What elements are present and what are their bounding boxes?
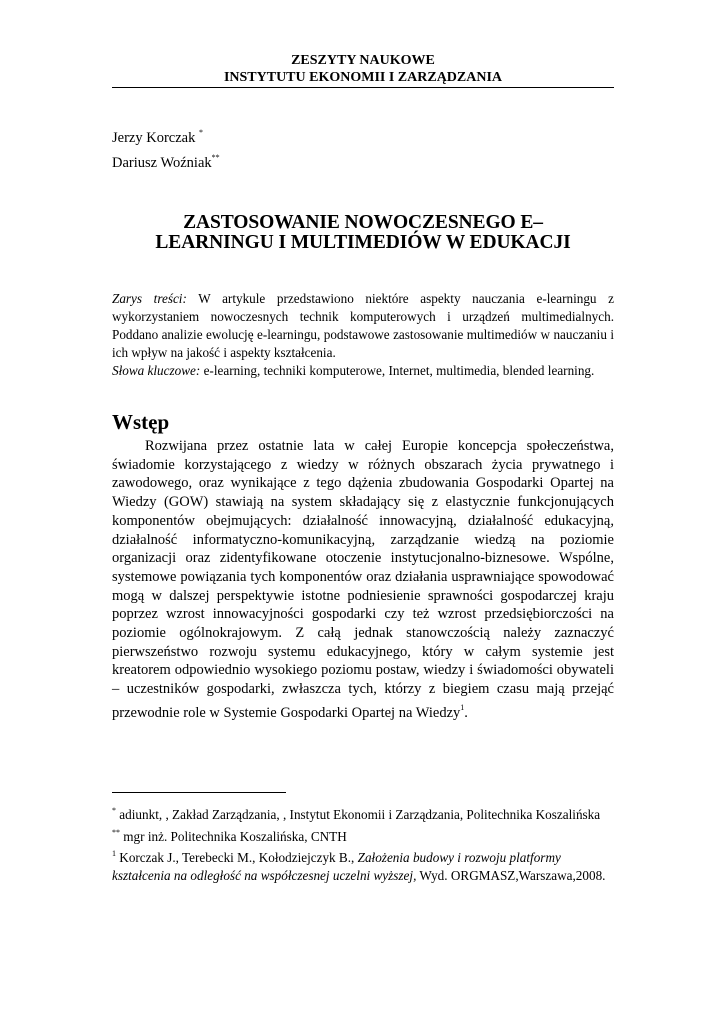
keywords-label: Słowa kluczowe: [112,362,201,378]
footnote-1-mark: * [112,806,116,815]
intro-paragraph-text: Rozwijana przez ostatnie lata w całej Europie koncepcja społeczeństwa, świadomie korzystającego z wiedzy w różnych obszarach życia prywatnego i zawodowego, oraz wynikające z tego dążenia zbudowania Gospodarki Opartej na Wiedzy (GOW) stawiają na system składający się z elastycznie funkcjonujących komponentów obejmujących: działalność innowacyjną, działalność edukacyjną, działalność informatyczno-komunikacyjną, zarządzanie wiedzą na poziomie organizacji oraz zidentyfikowane otoczenie instytucjonalno-biznesowe. Wspólne, systemowe powiązania tych komponentów oraz działania usprawniające spowodować mogą w dalszej perspektywie istotne podniesienie sprawności gospodarczej kraju poprzez wzrost innowacyjności gospodarki czy też wzrost przedsiębiorczości na poziomie ogólnokrajowym. Z całą jednak stanowczością należy zaznaczyć pierwszeństwo rozwoju systemu edukacyjnego, który w całym systemie jest kreatorem odpowiednio wysokiego poziomu postaw, wiedzy i świadomości obywateli – uczestników gospodarki, zwłaszcza tych, którzy z biegiem czasu mają przejąć przewodnie role w Systemie Gospodarki Opartej na Wiedzy [112,438,614,721]
footnote-3-text-after: Wyd. ORGMASZ,Warszawa,2008. [416,867,606,883]
keywords-text: e-learning, techniki komputerowe, Internet, multimedia, blended learning. [200,362,595,378]
author-2-name: Dariusz Woźniak [112,155,212,171]
keywords-paragraph [112,362,614,380]
authors [112,123,220,173]
author-2-mark: ** [211,153,220,162]
abstract-text: W artykule przedstawiono niektóre aspekty nauczania e-learningu z wykorzystaniem nowoczesnych technik komputerowych i urządzeń multimedialnych. Poddano analizie ewolucję e-learningu, podstawowe zastosowanie multimediów w nauczaniu i ich wpływ na jakość i aspekty kształcenia. [112,291,615,360]
author-2 [112,148,220,173]
header-rule [112,87,614,88]
footnote-1 [112,802,614,824]
footnote-2 [112,824,614,846]
journal-name-line2: INSTYTUTU EKONOMII I ZARZĄDZANIA [223,70,503,85]
footnote-3-text-before: Korczak J., Terebecki M., Kołodziejczyk B., [116,850,358,866]
abstract-paragraph [112,290,614,362]
footnote-rule [112,792,286,793]
footnote-1-text: adiunkt, , Zakład Zarządzania, , Instytut Ekonomii i Zarządzania, Politechnika Koszalińska [116,807,601,822]
paper-title-line1: ZASTOSOWANIE NOWOCZESNEGO E– [183,212,543,233]
footnote-2-mark: ** [112,827,120,837]
author-1-mark: * [198,128,203,137]
footnote-3-mark: 1 [112,849,116,859]
paper-title [112,213,614,253]
footnote-ref-1[interactable]: 1 [460,702,465,712]
footnote-3 [112,845,614,884]
footnotes [112,802,614,884]
journal-name-line1: ZESZYTY NAUKOWE [291,53,435,68]
intro-paragraph [112,437,614,723]
author-1 [112,123,220,148]
abstract-label: Zarys treści: [112,291,187,306]
paper-title-line2: LEARNINGU I MULTIMEDIÓW W EDUKACJI [155,232,571,253]
abstract [112,290,614,380]
footnote-3-book-title: Założenia budowy i rozwoju platformy kształcenia na odległość na współczesnej uczelni wyższej, [112,850,561,883]
section-heading: Wstęp [112,410,170,434]
journal-header [112,52,614,86]
footnote-2-text: mgr inż. Politechnika Koszalińska, CNTH [120,828,347,844]
author-1-name: Jerzy Korczak [112,130,196,146]
intro-paragraph-end: . [464,704,468,721]
